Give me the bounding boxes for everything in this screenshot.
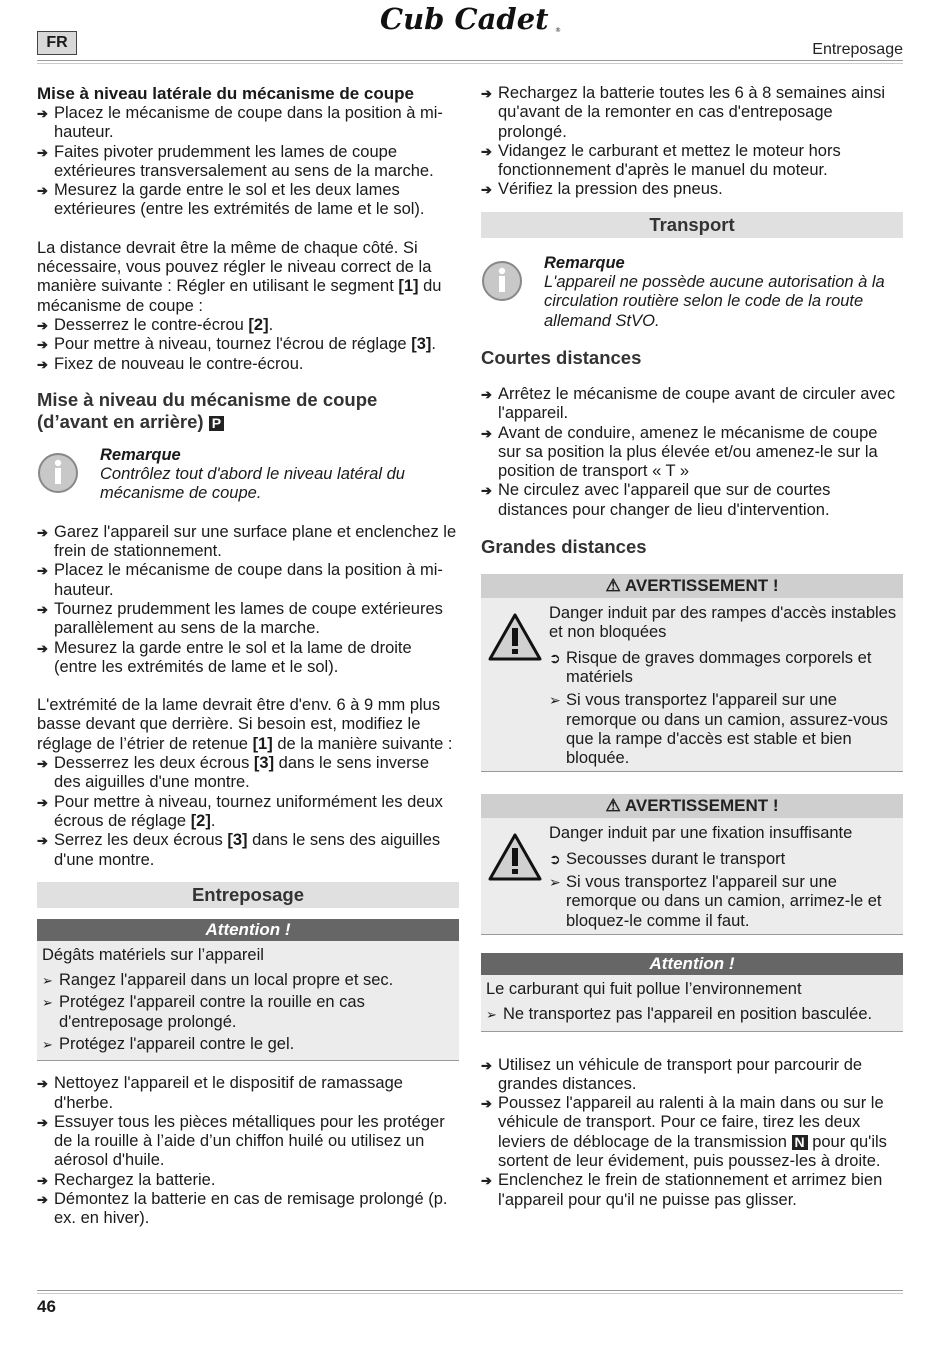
list-item: ➔ Démontez la batterie en cas de remisage prolongé (p. ex. en hiver). (37, 1190, 459, 1229)
list-item: ➔ Tournez prudemment les lames de coupe extérieures parallèlement au sens de la marche. (37, 600, 459, 639)
warning-icon: ⚠ (605, 576, 621, 596)
left-column (37, 84, 459, 1229)
header-rule (37, 60, 903, 61)
list-item: ➔ Pour mettre à niveau, tournez l'écrou de réglage [3]. (37, 335, 459, 354)
list-item: ➢ Protégez l'appareil contre la rouille en cas d'entreposage prolongé. (42, 993, 365, 1031)
list-item: ➢ Rangez l'appareil dans un local propre et sec. (42, 971, 394, 990)
frontback-title: Mise à niveau du mécanisme de coupe (d’avant en arrière) P (37, 388, 378, 432)
attention-box: Attention ! Le carburant qui fuit pollue l’environnement ➢ Ne transportez pas l'appareil en position basculée. (481, 953, 903, 1032)
section-header: Entreposage (812, 41, 903, 58)
note-remark: Remarque L'appareil ne possède aucune autorisation à la circulation routière selon le code de la route allemand StVO. (481, 254, 903, 331)
list-item: ➔ Rechargez la batterie toutes les 6 à 8 semaines ainsi qu'avant de la remonter en cas d'entreposage prolongé. (481, 84, 903, 142)
footer-rule (37, 1290, 903, 1291)
attention-head: Attention ! (37, 919, 459, 941)
info-icon (481, 260, 523, 302)
warning-head: ⚠ AVERTISSEMENT ! (481, 574, 903, 598)
warning-box: ⚠ AVERTISSEMENT ! Danger induit par des rampes d'accès instables et non bloquées ➲ Risque de graves dommages corporels et matériels ➢ Si vous transportez l'appareil sur une remorque ou dans un camion, assurez-vous que la rampe d'accès est stable et bien bloquée. (481, 574, 903, 772)
svg-text:®: ® (555, 27, 561, 34)
long-distance-title: Grandes distances (481, 536, 647, 558)
list-item: ➔ Avant de conduire, amenez le mécanisme de coupe sur sa position la plus élevée et/ou amenez-le sur la position de transport « T » (481, 424, 903, 482)
risk-item: ➲ Risque de graves dommages corporels et matériels (549, 648, 872, 686)
list-item: ➔ Ne circulez avec l'appareil que sur de courtes distances pour changer de lieu d'intervention. (481, 481, 903, 520)
short-distance-title: Courtes distances (481, 346, 642, 368)
list-item: ➔ Vidangez le carburant et mettez le moteur hors fonctionnement d'après le manuel du moteur. (481, 142, 903, 181)
list-item: ➢ Protégez l'appareil contre le gel. (42, 1034, 295, 1053)
warning-head: ⚠ AVERTISSEMENT ! (481, 794, 903, 818)
list-item: ➔ Faites pivoter prudemment les lames de coupe extérieures transversalement au sens de la marche. (37, 143, 459, 182)
warning-triangle-icon (487, 612, 543, 662)
list-item: ➔ Vérifiez la pression des pneus. (481, 180, 903, 199)
transport-bar: Transport (481, 212, 903, 238)
lateral-title: Mise à niveau latérale du mécanisme de coupe (37, 84, 414, 103)
list-item: ➔ Nettoyez l'appareil et le dispositif de ramassage d'herbe. (37, 1074, 459, 1113)
list-item: ➔ Arrêtez le mécanisme de coupe avant de circuler avec l'appareil. (481, 385, 903, 424)
list-item: ➔ Utilisez un véhicule de transport pour parcourir de grandes distances. (481, 1056, 903, 1095)
list-item: ➔ Fixez de nouveau le contre-écrou. (37, 355, 459, 374)
list-item: ➔ Desserrez le contre-écrou [2]. (37, 316, 459, 335)
header-rule-2 (37, 63, 903, 64)
list-item: ➔ Rechargez la batterie. (37, 1171, 459, 1190)
lateral-paragraph: La distance devrait être la même de chaque côté. Si nécessaire, vous pouvez régler le niveau correct de la manière suivante : Régler en utilisant le segment [1] du mécanisme de coupe : (37, 238, 442, 315)
list-item: ➔ Enclenchez le frein de stationnement et arrimez bien l'appareil pour qu'il ne puisse pas glisser. (481, 1171, 903, 1210)
attention-box: Attention ! Dégâts matériels sur l’appareil ➢ Rangez l'appareil dans un local propre et sec. ➢ Protégez l'appareil contre la rouille en cas d'entreposage prolongé. ➢ Protégez l'appareil contre le gel. (37, 919, 459, 1061)
list-item: ➔ Essuyer tous les pièces métalliques pour les protéger de la rouille à l’aide d’un chiffon huilé ou utilisez un aérosol d'huile. (37, 1113, 459, 1171)
cub-cadet-logo (378, 2, 562, 36)
language-tag: FR (37, 31, 77, 55)
list-item: ➔ Serrez les deux écrous [3] dans le sens des aiguilles d'une montre. (37, 831, 459, 870)
action-item: ➢ Si vous transportez l'appareil sur une remorque ou dans un camion, assurez-vous que la rampe d'accès est stable et bien bloquée. (549, 691, 888, 768)
footer-rule-2 (37, 1293, 903, 1294)
frontback-paragraph: L'extrémité de la lame devrait être d'env. 6 à 9 mm plus basse devant que derrière. Si besoin est, modifiez le réglage de l’étrier de retenue [1] de la manière suivante : (37, 696, 453, 753)
risk-item: ➲ Secousses durant le transport (549, 849, 786, 868)
warning-triangle-icon (487, 832, 543, 882)
list-item: ➔ Poussez l'appareil au ralenti à la main dans ou sur le véhicule de transport. Pour ce faire, tirez les deux leviers de déblocage de la transmission N pour qu'ils sortent de leur évidement, puis poussez-les à droite. (481, 1094, 903, 1171)
warning-box: ⚠ AVERTISSEMENT ! Danger induit par une fixation insuffisante ➲ Secousses durant le transport ➢ Si vous transportez l'appareil sur une remorque ou dans un camion, arrimez-le et bloquez-le comme il faut. (481, 794, 903, 934)
list-item: ➔ Placez le mécanisme de coupe dans la position à mi-hauteur. (37, 104, 459, 143)
right-column (481, 84, 903, 1210)
list-item: ➔ Pour mettre à niveau, tournez uniformément les deux écrous de réglage [2]. (37, 793, 459, 832)
note-remark: Remarque Contrôlez tout d'abord le niveau latéral du mécanisme de coupe. (37, 446, 459, 504)
list-item: ➢ Ne transportez pas l'appareil en position basculée. (486, 1005, 873, 1024)
svg-text:Cub Cadet: Cub Cadet (380, 2, 549, 36)
list-item: ➔ Garez l'appareil sur une surface plane et enclenchez le frein de stationnement. (37, 523, 459, 562)
list-item: ➔ Desserrez les deux écrous [3] dans le sens inverse des aiguilles d'une montre. (37, 754, 459, 793)
list-item: ➔ Placez le mécanisme de coupe dans la position à mi-hauteur. (37, 561, 459, 600)
storage-bar: Entreposage (37, 882, 459, 908)
attention-head: Attention ! (481, 953, 903, 975)
list-item: ➔ Mesurez la garde entre le sol et les deux lames extérieures (entre les extrémités de lame et le sol). (37, 181, 459, 220)
list-item: ➔ Mesurez la garde entre le sol et la lame de droite (entre les extrémités de lame et le sol). (37, 639, 459, 678)
page-number: 46 (37, 1297, 56, 1316)
info-icon (37, 452, 79, 494)
action-item: ➢ Si vous transportez l'appareil sur une remorque ou dans un camion, arrimez-le et bloquez-le comme il faut. (549, 873, 882, 930)
warning-icon: ⚠ (605, 796, 621, 816)
